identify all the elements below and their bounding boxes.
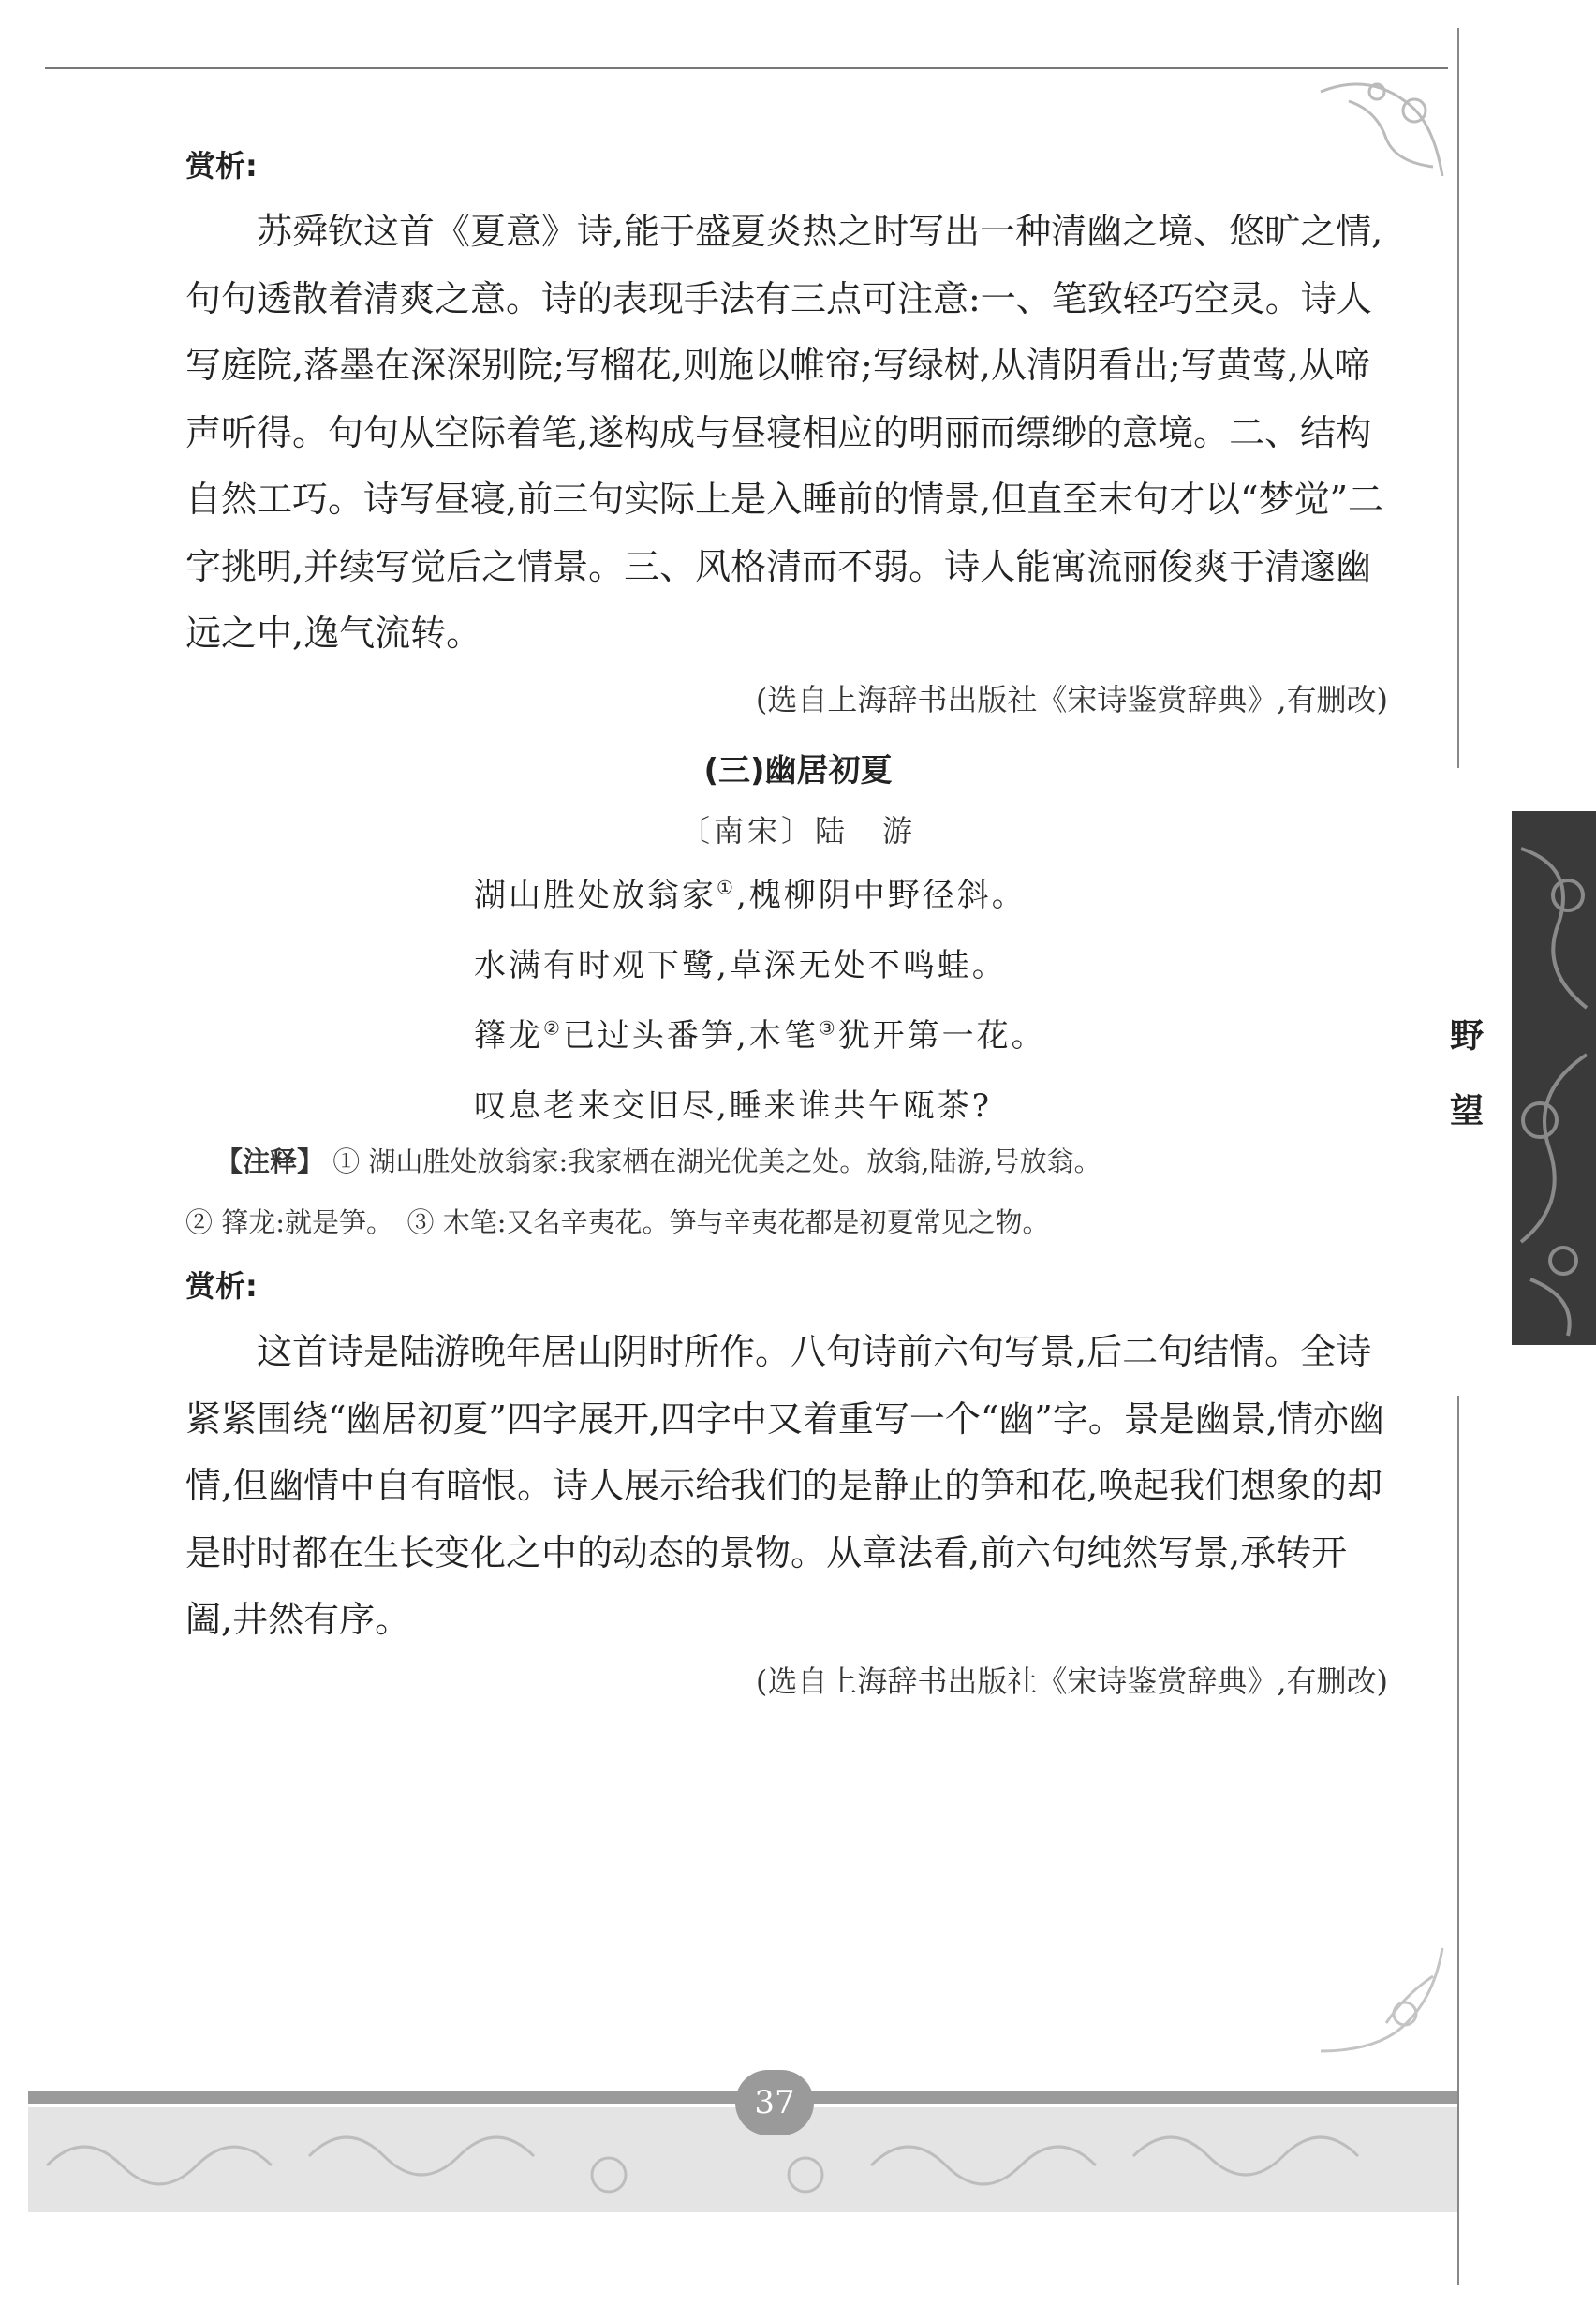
notes-label: 【注释】 bbox=[215, 1145, 325, 1177]
page-number-badge: 37 bbox=[735, 2070, 814, 2135]
poem-line-3-rest2: 犹开第一花。 bbox=[837, 1017, 1046, 1055]
right-rule-lower bbox=[1457, 1396, 1459, 2285]
side-char-ye: 野 bbox=[1449, 1016, 1484, 1056]
notes-line-2: ② 箨龙:就是笋。 ③ 木笔:又名辛夷花。笋与辛夷花都是初夏常见之物。 bbox=[185, 1206, 1050, 1238]
poem-line-1-text: 湖山胜处放翁家 bbox=[474, 877, 717, 914]
bottom-corner-ornament bbox=[1311, 1939, 1452, 2070]
poem-line-3 bbox=[474, 1010, 1046, 1056]
notes-line-1-text: ① 湖山胜处放翁家:我家栖在湖光优美之处。放翁,陆游,号放翁。 bbox=[332, 1145, 1101, 1177]
side-ornament-tab bbox=[1512, 811, 1596, 1345]
poem-line-2-text: 水满有时观下鹭,草深无处不鸣蛙。 bbox=[474, 947, 1007, 984]
poem-line-3-text: 箨龙 bbox=[474, 1017, 543, 1055]
section2-source: (选自上海辞书出版社《宋诗鉴赏辞典》,有删改) bbox=[755, 1663, 1388, 1699]
poem-note-marker-3: ③ bbox=[818, 1016, 838, 1040]
section2-paragraph: 这首诗是陆游晚年居山阴时所作。八句诗前六句写景,后二句结情。全诗紧紧围绕“幽居初夏”四字展开,四字中又着重写一个“幽”字。景是幽景,情亦幽情,但幽情中自有暗恨。诗人展示给我们的是静止的笋和花,唤起我们想象的却是时时都在生长变化之中的动态的景物。从章法看,前六句纯然写景,承转开阖,井然有序。 bbox=[185, 1331, 1384, 1640]
side-tab-pattern bbox=[1512, 811, 1596, 1345]
top-corner-ornament bbox=[1311, 73, 1452, 204]
poem-line-3-rest: 已过头番笋,木笔 bbox=[562, 1017, 819, 1055]
poem-title: (三)幽居初夏 bbox=[703, 752, 893, 790]
poem-line-4-text: 叹息老来交旧尽,睡来谁共午瓯茶? bbox=[474, 1087, 993, 1125]
poem-line-4 bbox=[474, 1080, 992, 1126]
section1-paragraph: 苏舜钦这首《夏意》诗,能于盛夏炎热之时写出一种清幽之境、悠旷之情,句句透散着清爽之意。诗的表现手法有三点可注意:一、笔致轻巧空灵。诗人写庭院,落墨在深深别院;写榴花,则施以帷帘;写绿树,从清阴看出;写黄莺,从啼声听得。句句从空际着笔,遂构成与昼寝相应的明丽而缥缈的意境。二、结构自然工巧。诗写昼寝,前三句实际上是入睡前的情景,但直至末句才以“梦觉”二字挑明,并续写觉后之情景。三、风格清而不弱。诗人能寓流丽俊爽于清邃幽远之中,逸气流转。 bbox=[185, 211, 1384, 654]
side-char-wang: 望 bbox=[1449, 1091, 1484, 1130]
poem-author: 〔南宋〕陆 游 bbox=[679, 813, 916, 849]
section2-heading: 赏析: bbox=[185, 1268, 258, 1304]
poem-line-1-rest: ,槐柳阴中野径斜。 bbox=[735, 877, 1027, 914]
right-rule-upper bbox=[1457, 28, 1459, 768]
poem-note-marker-2: ② bbox=[543, 1016, 563, 1040]
section1-heading: 赏析: bbox=[185, 148, 258, 184]
poem-line-1 bbox=[474, 869, 1027, 915]
section1-source: (选自上海辞书出版社《宋诗鉴赏辞典》,有删改) bbox=[755, 682, 1388, 717]
poem-note-marker-1: ① bbox=[717, 876, 736, 899]
notes-line-1 bbox=[215, 1141, 1101, 1179]
poem-line-2 bbox=[474, 939, 1007, 985]
top-rule bbox=[45, 67, 1448, 69]
